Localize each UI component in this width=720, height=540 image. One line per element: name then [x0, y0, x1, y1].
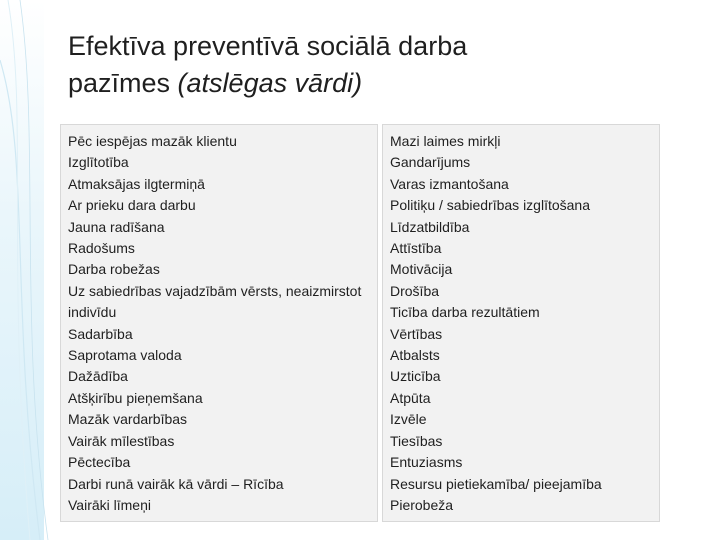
list-item: Uz sabiedrības vajadzībām vērsts, neaizmirstot indivīdu: [68, 282, 362, 321]
left-keyword-list: [68, 131, 373, 516]
left-keyword-box: [60, 124, 378, 522]
list-item: Pēc iespējas mazāk klientu: [68, 133, 237, 149]
list-item: Līdzatbildība: [390, 218, 470, 235]
list-item: Ar prieku dara darbu: [68, 197, 196, 214]
list-item: Sadarbība: [68, 325, 133, 342]
list-item: Mazi laimes mirkļi: [390, 133, 501, 149]
list-item: Uzticība: [390, 368, 441, 385]
list-item: Izvēle: [390, 411, 427, 428]
list-item: Atšķirību pieņemšana: [68, 389, 203, 406]
decorative-lines: [0, 0, 60, 540]
list-item: Pēctecība: [68, 454, 131, 471]
list-item: Darbi runā vairāk kā vārdi – Rīcība: [68, 475, 284, 492]
list-item: Resursu pietiekamība/ pieejamība: [390, 475, 602, 492]
list-item: Attīstība: [390, 240, 442, 257]
list-item: Varas izmantošana: [390, 175, 509, 192]
list-item: Mazāk vardarbības: [68, 411, 188, 428]
list-item: Gandarījums: [390, 154, 471, 171]
list-item: Jauna radīšana: [68, 218, 165, 235]
list-item: Vairāk mīlestības: [68, 432, 175, 449]
list-item: Radošums: [68, 240, 135, 257]
list-item: Tiesības: [390, 432, 443, 449]
list-item: Saprotama valoda: [68, 347, 182, 364]
title-line-2: [68, 65, 688, 102]
list-item: Izglītotība: [68, 154, 129, 171]
list-item: Atbalsts: [390, 347, 440, 364]
list-item: Darba robežas: [68, 261, 160, 278]
page-title: [68, 28, 688, 102]
list-item: Atpūta: [390, 389, 431, 406]
list-item: Politiķu / sabiedrības izglītošana: [390, 197, 590, 214]
right-keyword-box: [382, 124, 660, 522]
list-item: Atmaksājas ilgtermiņā: [68, 175, 205, 192]
list-item: Pierobeža: [390, 496, 454, 513]
list-item: Motivācija: [390, 261, 453, 278]
list-item: Vērtības: [390, 325, 443, 342]
title-line-2-regular: pazīmes: [68, 68, 178, 98]
list-item: Drošība: [390, 282, 440, 299]
list-item: Dažādība: [68, 368, 128, 385]
list-item: Vairāki līmeņi: [68, 496, 151, 513]
title-line-2-italic: (atslēgas vārdi): [177, 68, 363, 98]
title-line-1: Efektīva preventīvā sociālā darba: [68, 31, 468, 61]
list-item: Entuziasms: [390, 454, 463, 471]
list-item: Ticība darba rezultātiem: [390, 304, 540, 321]
right-keyword-list: [390, 131, 655, 516]
